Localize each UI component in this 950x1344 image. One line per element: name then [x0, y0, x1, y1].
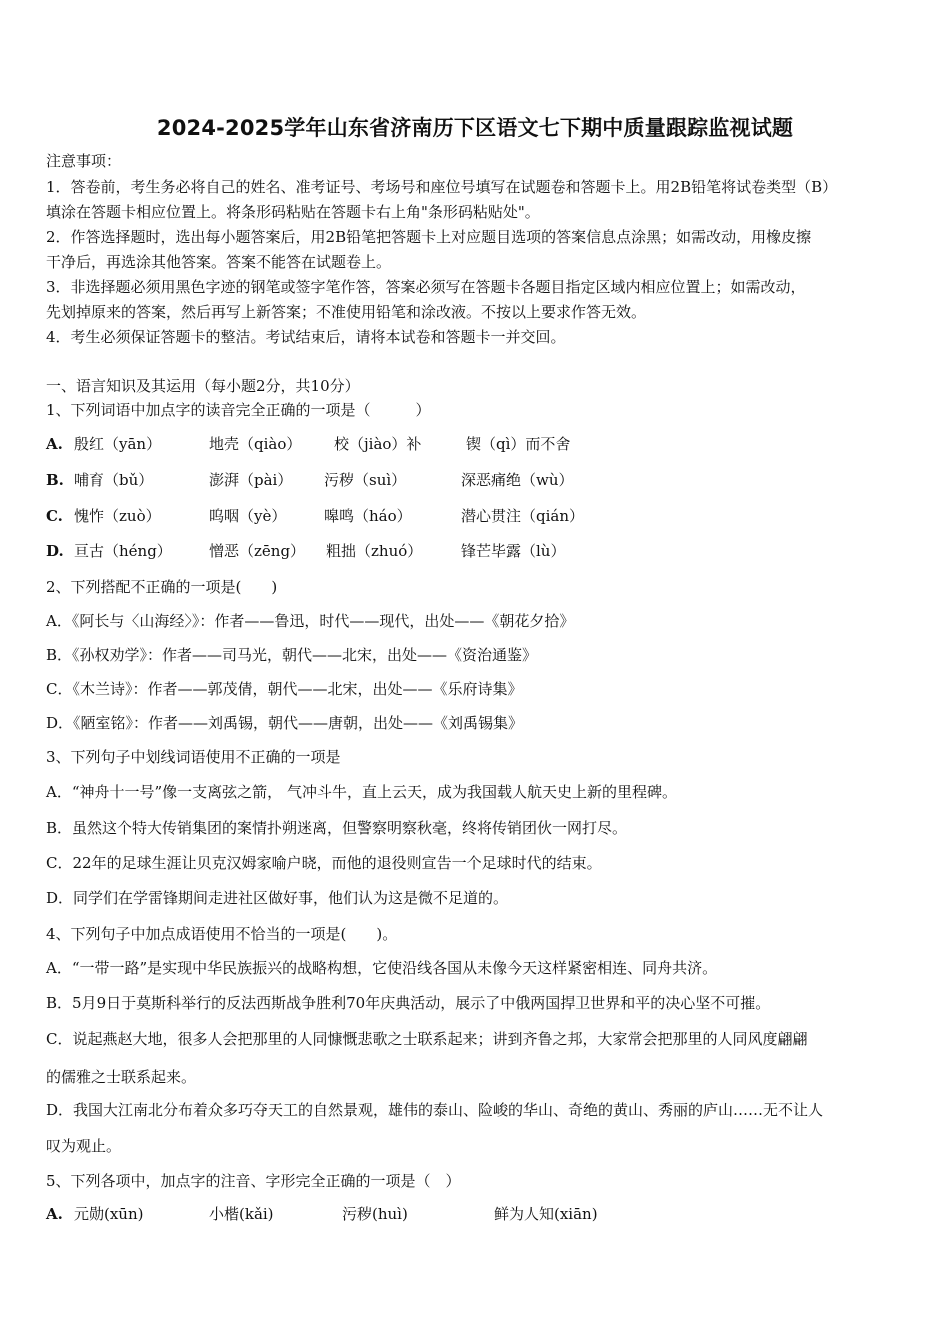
q4-option-a: A．“一带一路”是实现中华民族振兴的战略构想，它使沿线各国从未像今天这样紧密相连、同舟共济。	[46, 959, 718, 977]
q2-option-a: A．《阿长与〈山海经〉》：作者——鲁迅，时代——现代，出处——《朝花夕拾》	[46, 612, 575, 630]
option-word: 锲（qì）而不舍	[466, 435, 571, 453]
option-word: 地壳（qiào）	[209, 435, 302, 453]
q2-option-c: C．《木兰诗》：作者——郭茂倩，朝代——北宋，出处——《乐府诗集》	[46, 680, 523, 698]
q3-stem: 3、下列句子中划线词语使用不正确的一项是	[46, 748, 341, 766]
notice-line-2b: 干净后，再选涂其他答案。答案不能答在试题卷上。	[46, 253, 392, 271]
option-label: C.	[46, 507, 63, 525]
option-word: 亘古（héng）	[74, 542, 172, 560]
option-word: 嗥鸣（háo）	[324, 507, 412, 525]
option-word: 憎恶（zēng）	[209, 542, 306, 560]
page-title: 2024-2025学年山东省济南历下区语文七下期中质量跟踪监视试题	[156, 116, 794, 140]
q4-option-b: B．5月9日于莫斯科举行的反法西斯战争胜利70年庆典活动，展示了中俄两国捍卫世界和平的决心坚不可摧。	[46, 994, 771, 1012]
notice-line-1: 1．答卷前，考生务必将自己的姓名、准考证号、考场号和座位号填写在试题卷和答题卡上。用2B铅笔将试卷类型（B）	[46, 178, 838, 196]
option-label: A.	[46, 435, 63, 453]
notice-heading: 注意事项：	[46, 152, 122, 170]
option-word: 呜咽（yè）	[209, 507, 287, 525]
section-heading: 一、语言知识及其运用（每小题2分，共10分）	[46, 377, 360, 395]
option-word: 鲜为人知(xiān)	[494, 1205, 598, 1223]
option-word: 澎湃（pài）	[209, 471, 293, 489]
q5-stem: 5、下列各项中，加点字的注音、字形完全正确的一项是（ ）	[46, 1172, 461, 1190]
q2-option-b: B．《孙权劝学》：作者——司马光，朝代——北宋，出处——《资治通鉴》	[46, 646, 538, 664]
notice-line-4: 4．考生必须保证答题卡的整洁。考试结束后，请将本试卷和答题卡一并交回。	[46, 328, 566, 346]
option-word: 污秽（suì）	[324, 471, 407, 489]
q3-option-b: B．虽然这个特大传销集团的案情扑朔迷离，但警察明察秋毫，终将传销团伙一网打尽。	[46, 819, 628, 837]
notice-line-1b: 填涂在答题卡相应位置上。将条形码粘贴在答题卡右上角"条形码粘贴处"。	[46, 203, 540, 221]
q3-option-a: A．“神舟十一号”像一支离弦之箭， 气冲斗牛，直上云天，成为我国载人航天史上新的里程碑。	[46, 783, 677, 801]
q2-stem: 2、下列搭配不正确的一项是( )	[46, 578, 278, 596]
q4-option-c-cont: 的儒雅之士联系起来。	[46, 1068, 197, 1086]
notice-line-3: 3．非选择题必须用黑色字迹的钢笔或签字笔作答，答案必须写在答题卡各题目指定区域内相应位置上；如需改动，	[46, 278, 806, 296]
option-word: 粗拙（zhuó）	[326, 542, 423, 560]
notice-line-2: 2．作答选择题时，选出每小题答案后，用2B铅笔把答题卡上对应题目选项的答案信息点涂黑；如需改动，用橡皮擦	[46, 228, 812, 246]
q4-stem: 4、下列句子中加点成语使用不恰当的一项是( )。	[46, 925, 398, 943]
option-word: 锋芒毕露（lù）	[461, 542, 566, 560]
option-word: 深恶痛绝（wù）	[461, 471, 574, 489]
option-label: A.	[46, 1205, 63, 1223]
option-word: 愧怍（zuò）	[74, 507, 161, 525]
q3-option-d: D．同学们在学雷锋期间走进社区做好事，他们认为这是微不足道的。	[46, 889, 509, 907]
notice-line-3b: 先划掉原来的答案，然后再写上新答案；不准使用铅笔和涂改液。不按以上要求作答无效。	[46, 303, 647, 321]
q4-option-d-cont: 叹为观止。	[46, 1137, 122, 1155]
q3-option-c: C．22年的足球生涯让贝克汉姆家喻户晓，而他的退役则宣告一个足球时代的结束。	[46, 854, 602, 872]
option-word: 殷红（yān）	[74, 435, 162, 453]
option-label: D.	[46, 542, 64, 560]
option-word: 哺育（bǔ）	[74, 471, 154, 489]
option-word: 校（jiào）补	[334, 435, 422, 453]
q4-option-c: C．说起燕赵大地，很多人会把那里的人同慷慨悲歌之士联系起来；讲到齐鲁之邦，大家常会把那里的人同风度翩翩	[46, 1030, 808, 1048]
option-word: 小楷(kǎi)	[209, 1205, 274, 1223]
option-label: B.	[46, 471, 64, 489]
q1-stem: 1、下列词语中加点字的读音完全正确的一项是（ ）	[46, 401, 431, 419]
option-word: 污秽(huì)	[342, 1205, 408, 1223]
q4-option-d: D．我国大江南北分布着众多巧夺天工的自然景观，雄伟的泰山、险峻的华山、奇绝的黄山、秀丽的庐山……无不让人	[46, 1101, 824, 1119]
option-word: 潜心贯注（qián）	[461, 507, 585, 525]
option-word: 元勋(xūn)	[74, 1205, 144, 1223]
q2-option-d: D．《陋室铭》：作者——刘禹锡，朝代——唐朝，出处——《刘禹锡集》	[46, 714, 524, 732]
